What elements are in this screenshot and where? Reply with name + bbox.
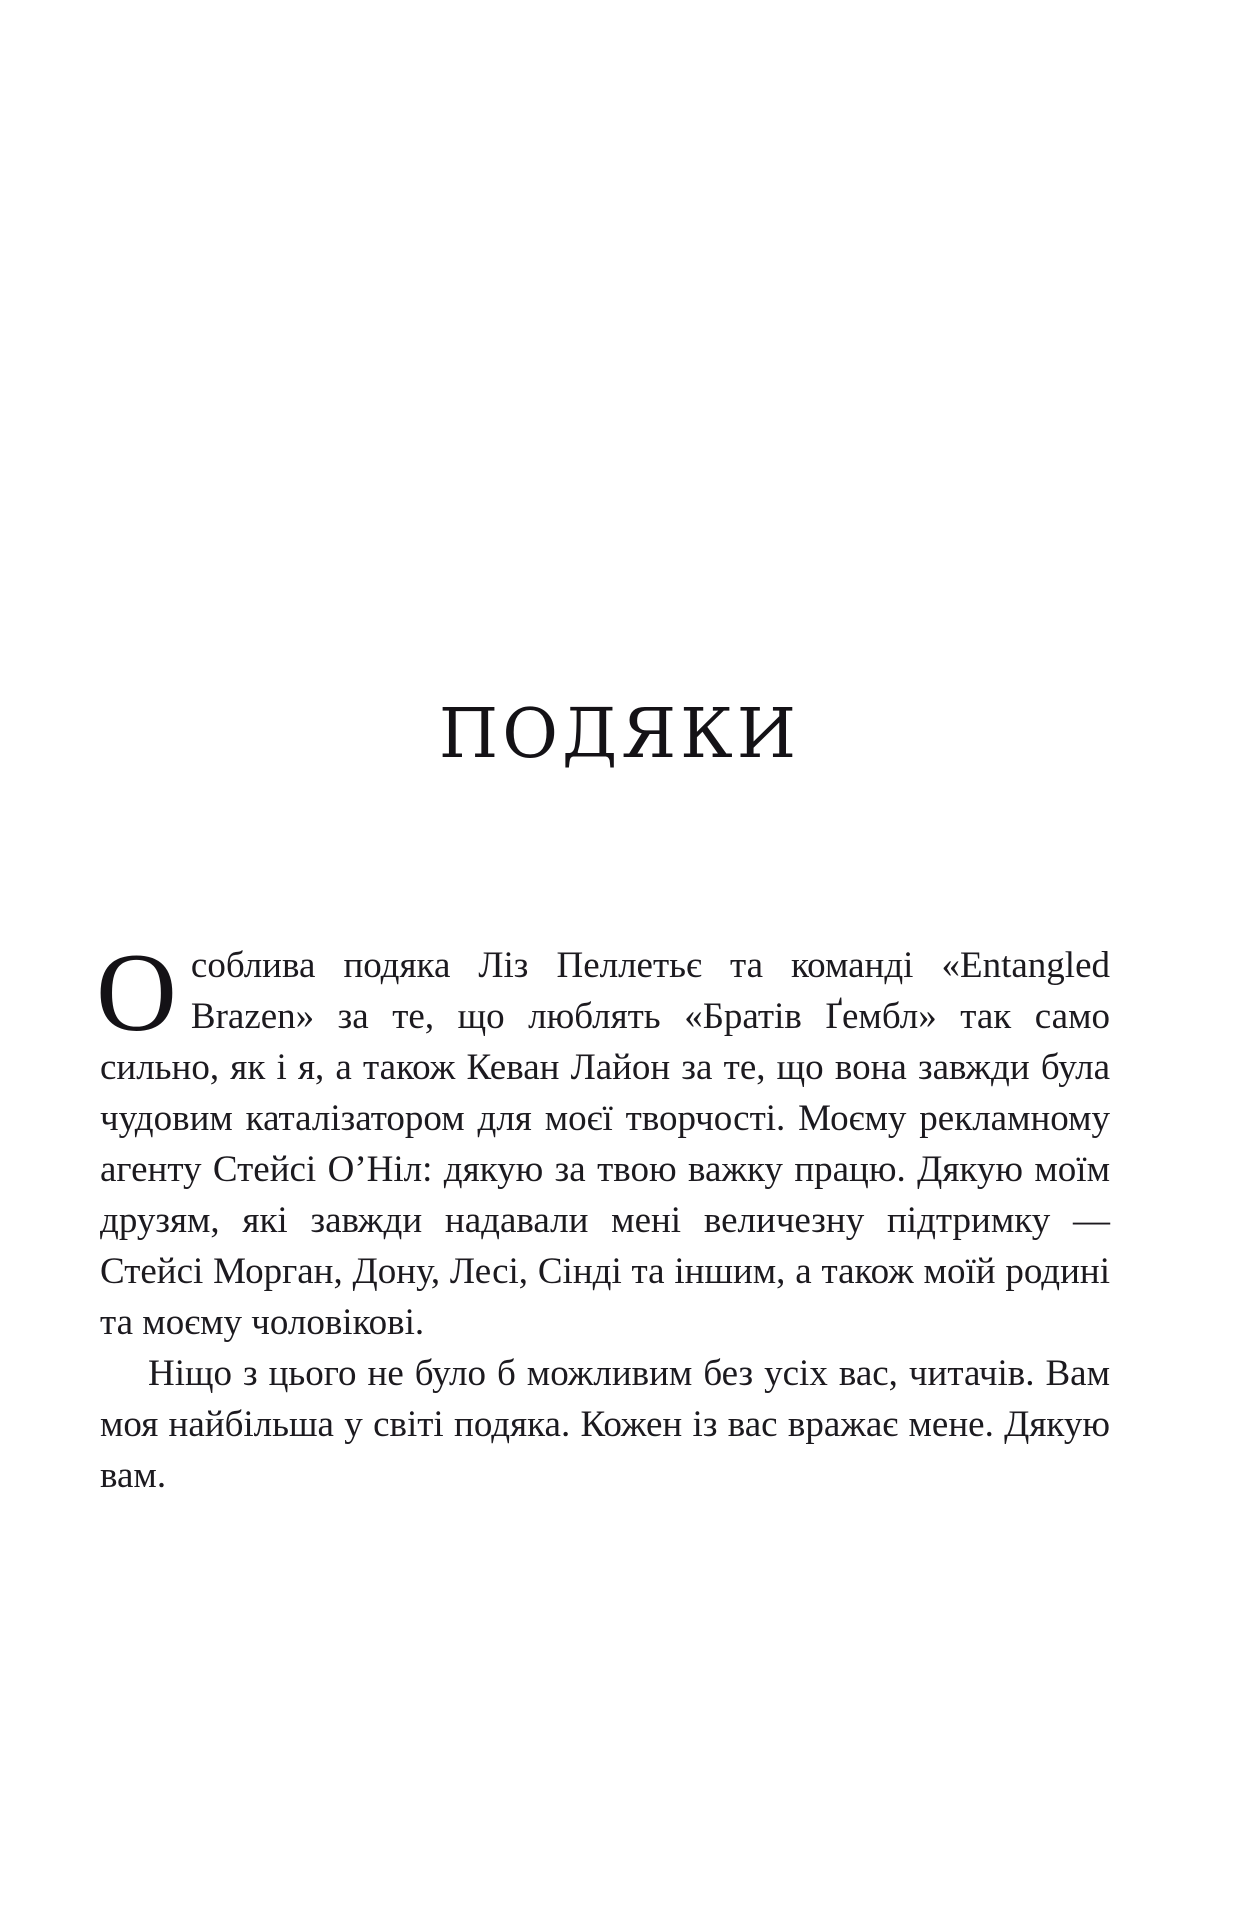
drop-cap: О [96,931,177,1055]
paragraph-1-text: соблива подяка Ліз Пеллетьє та команді «Entangled Brazen» за те, що люблять «Братів Ґембл» так само сильно, як і я, а також Кеван Лайон за те, що вона завжди була чудовим каталізатором для моєї творчості. Моєму рекламному агенту Стейсі О’Ніл: дякую за твою важку працю. Дякую моїм друзям, які завжди надавали мені величезну підтримку — Стейсі Морган, Дону, Лесі, Сінді та іншим, а також моїй родині та моєму чоловікові. [100,945,1110,1343]
acknowledgements-body [96,931,1110,1501]
paragraph-1 [96,931,1110,1348]
chapter-heading: ПОДЯКИ [438,695,801,774]
paragraph-2: Ніщо з цього не було б можливим без усіх вас, читачів. Вам моя найбільша у світі подяка. Кожен із вас вражає мене. Дякую вам. [100,1353,1110,1496]
